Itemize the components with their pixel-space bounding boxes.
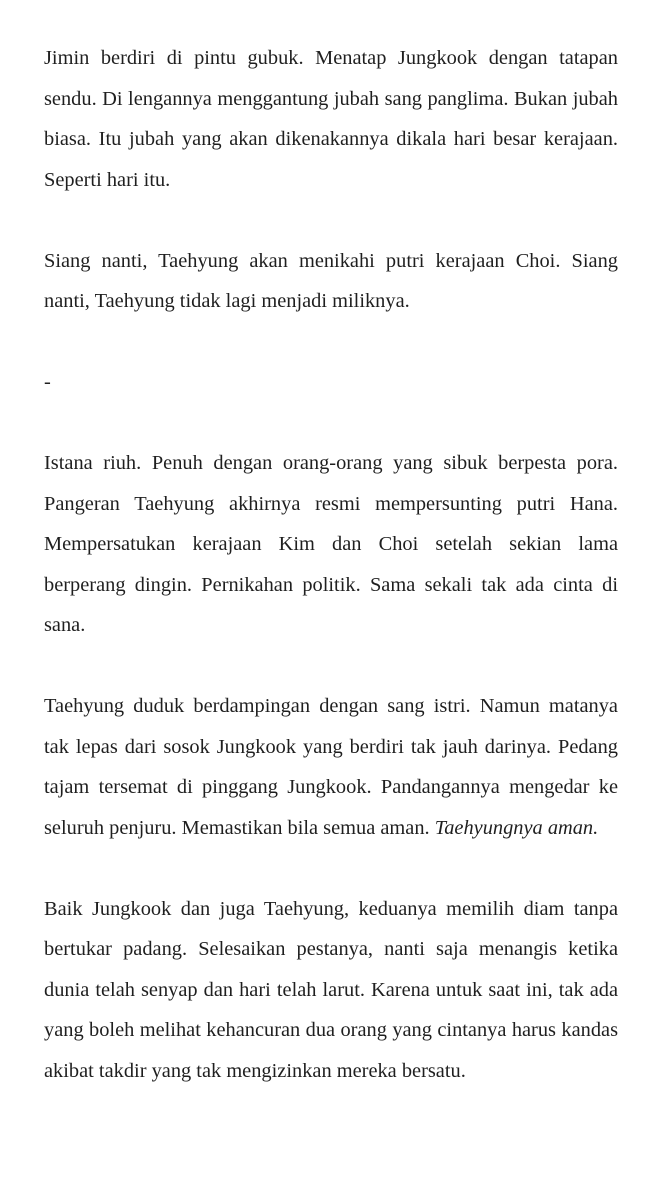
story-text [44,38,618,1091]
paragraph-main-text: Taehyung duduk berdampingan dengan sang istri. Namun matanya tak lepas dari sosok Jungkook yang berdiri tak jauh darinya. Pedang tajam tersemat di pinggang Jungkook. Pandangannya mengedar ke seluruh penjuru. Memastikan bila semua aman. [44,695,618,839]
paragraph-silent-farewell: Baik Jungkook dan juga Taehyung, keduanya memilih diam tanpa bertukar padang. Selesaikan pestanya, nanti saja menangis ketika dunia telah senyap dan hari telah larut. Karena untuk saat ini, tak ada yang boleh melihat kehancuran dua orang yang cintanya harus kandas akibat takdir yang tak mengizinkan mereka bersatu. [44,897,618,1082]
paragraph-spacer [44,200,618,241]
paragraph-spacer [44,646,618,687]
scene-separator: - [44,371,51,393]
paragraph-spacer [44,403,618,444]
paragraph-taehyung-watching [44,686,618,848]
paragraph-palace-feast: Istana riuh. Penuh dengan orang-orang yang sibuk berpesta pora. Pangeran Taehyung akhirnya resmi mempersunting putri Hana. Mempersatukan kerajaan Kim dan Choi setelah sekian lama berperang dingin. Pernikahan politik. Sama sekali tak ada cinta di sana. [44,452,618,636]
italic-emphasis: Taehyungnya aman. [434,816,599,839]
paragraph-wedding-noon: Siang nanti, Taehyung akan menikahi putri kerajaan Choi. Siang nanti, Taehyung tidak lagi menjadi miliknya. [44,249,618,312]
paragraph-spacer [44,848,618,889]
paragraph-spacer [44,322,618,363]
paragraph-jimin-at-hut: Jimin berdiri di pintu gubuk. Menatap Jungkook dengan tatapan sendu. Di lengannya menggantung jubah sang panglima. Bukan jubah biasa. Itu jubah yang akan dikenakannya dikala hari besar kerajaan. Seperti hari itu. [44,47,618,191]
